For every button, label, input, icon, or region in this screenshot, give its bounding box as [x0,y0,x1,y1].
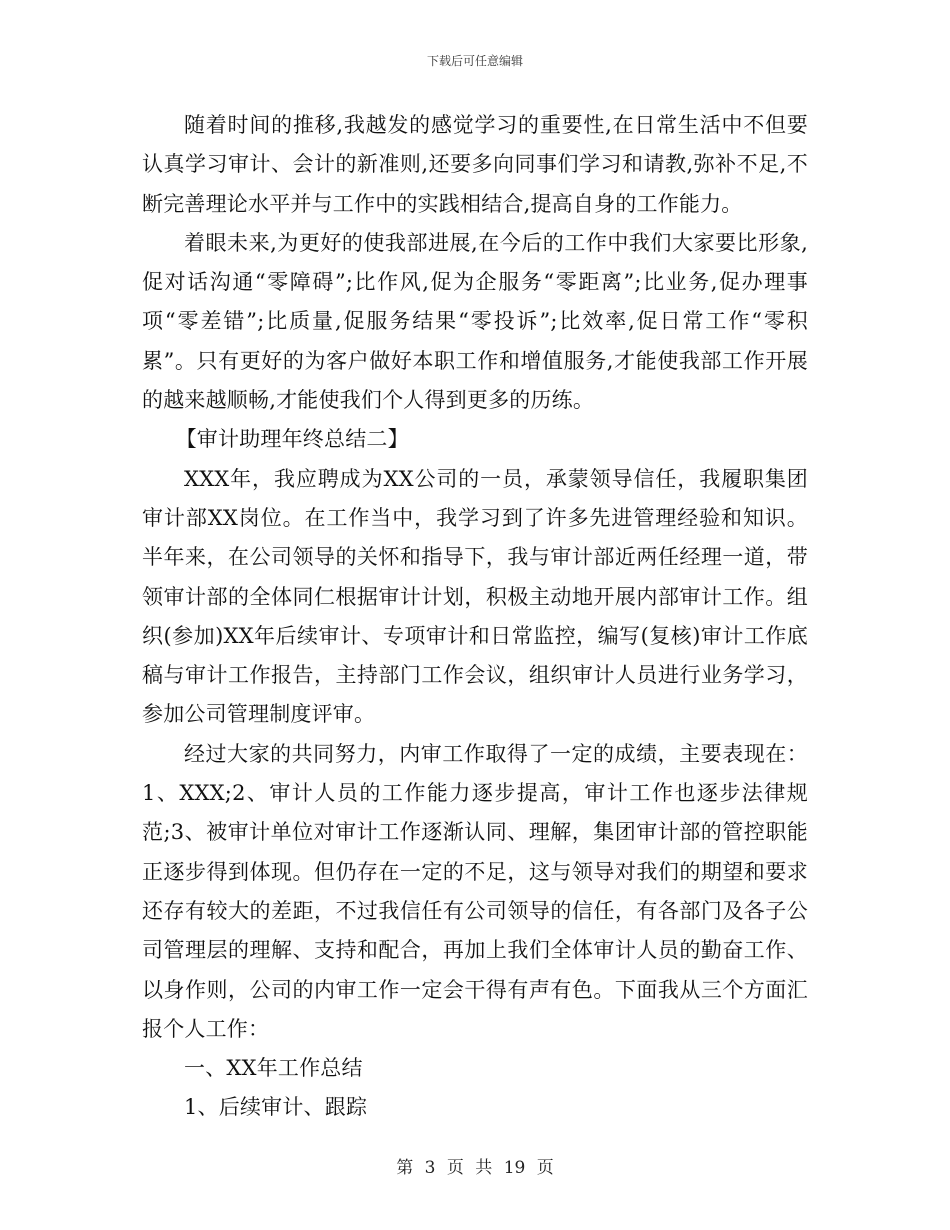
paragraph-study: 随着时间的推移,我越发的感觉学习的重要性,在日常生活中不但要认真学习审计、会计的新准则,还要多向同事们学习和请教,弥补不足,不断完善理论水平并与工作中的实践相结合,提高自身的工作能力。 [142,113,808,216]
paragraph-future: 着眼未来,为更好的使我部进展,在今后的工作中我们大家要比形象,促对话沟通“零障碍”;比作风,促为企服务“零距离”;比业务,促办理事项“零差错”;比质量,促服务结果“零投诉”;比效率,促日常工作“零积累”。只有更好的为客户做好本职工作和增值服务,才能使我部工作开展的越来越顺畅,才能使我们个人得到更多的历练。 [142,230,808,413]
page-number: 第 3 页 共 19 页 [396,1158,554,1178]
subheading-summary: 一、XX年工作总结 [184,1056,363,1081]
paragraph-achievements: 经过大家的共同努力，内审工作取得了一定的成绩，主要表现在：1、XXX;2、审计人员的工作能力逐步提高，审计工作也逐步法律规范;3、被审计单位对审计工作逐渐认同、理解，集团审计部的管控职能正逐步得到体现。但仍存在一定的不足，这与领导对我们的期望和要求还存有较大的差距，不过我信任有公司领导的信任，有各部门及各子公司管理层的理解、支持和配合，再加上我们全体审计人员的勤奋工作、以身作则，公司的内审工作一定会干得有声有色。下面我从三个方面汇报个人工作： [142,741,808,1041]
paragraph-intro: XXX年，我应聘成为XX公司的一员，承蒙领导信任，我履职集团审计部XX岗位。在工作当中，我学习到了许多先进管理经验和知识。半年来，在公司领导的关怀和指导下，我与审计部近两任经理一道，带领审计部的全体同仁根据审计计划，积极主动地开展内部审计工作。组织(参加)XX年后续审计、专项审计和日常监控，编写(复核)审计工作底稿与审计工作报告，主持部门工作会议，组织审计人员进行业务学习，参加公司管理制度评审。 [142,466,808,727]
page-header: 下载后可任意编辑 [426,54,523,68]
section-heading: 【审计助理年终总结二】 [175,427,409,452]
document-body [142,106,808,1128]
subheading-followup: 1、后续审计、跟踪 [184,1095,368,1120]
